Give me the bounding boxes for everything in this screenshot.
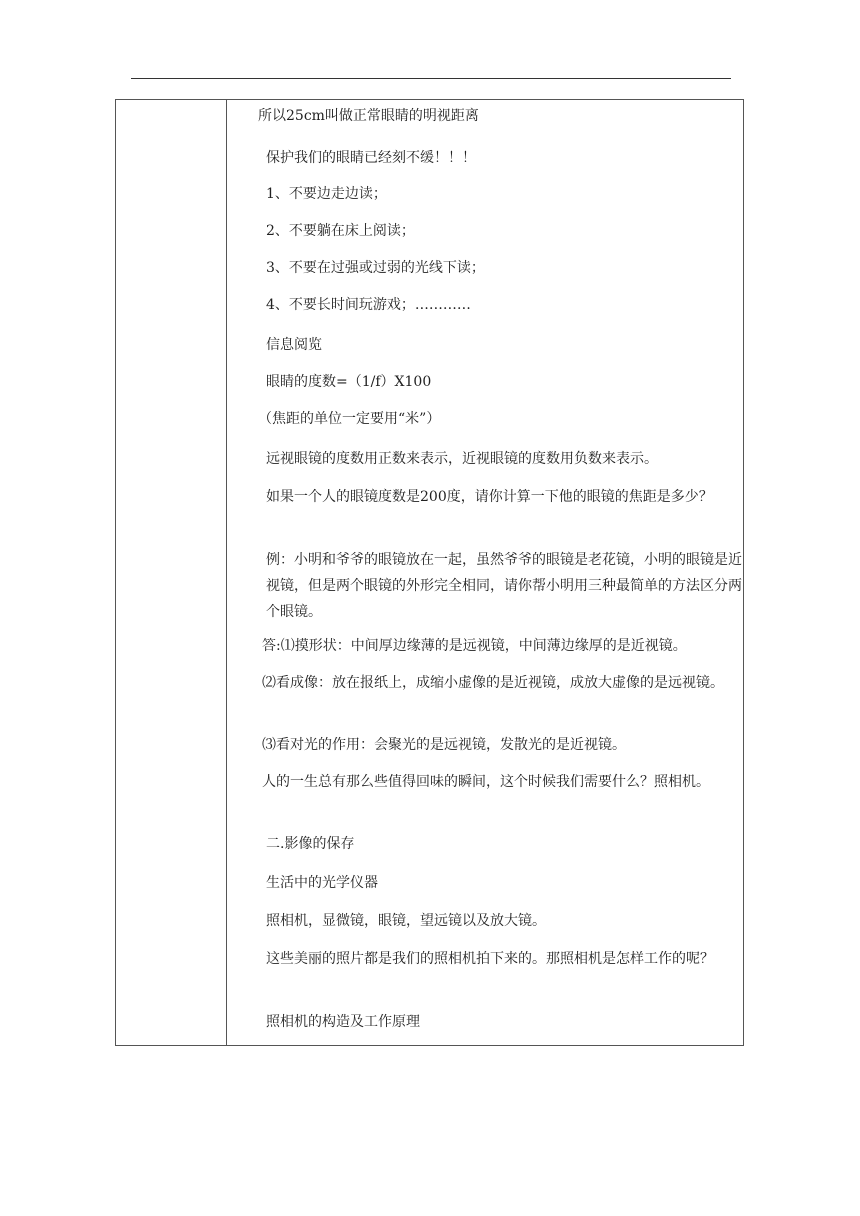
paragraph: 这些美丽的照片都是我们的照相机拍下来的。那照相机是怎样工作的呢？ xyxy=(266,951,714,967)
paragraph: 例：小明和爷爷的眼镜放在一起，虽然爷爷的眼镜是老花镜，小明的眼镜是近视镜，但是两个眼镜的外形完全相同，请你帮小明用三种最简单的方法区分两个眼镜。 xyxy=(266,552,742,620)
paragraph: 如果一个人的眼镜度数是200度，请你计算一下他的眼镜的焦距是多少？ xyxy=(266,489,713,505)
paragraph: 人的一生总有那么些值得回味的瞬间，这个时候我们需要什么？照相机。 xyxy=(262,774,710,790)
paragraph: 所以25cm叫做正常眼睛的明视距离 xyxy=(258,108,479,124)
paragraph: 远视眼镜的度数用正数来表示，近视眼镜的度数用负数来表示。 xyxy=(266,451,658,467)
left-column-cell xyxy=(116,100,227,1045)
paragraph: （焦距的单位一定要用“米”） xyxy=(258,411,441,427)
section-heading: 生活中的光学仪器 xyxy=(266,875,378,891)
paragraph: 答:⑴摸形状：中间厚边缘薄的是远视镜，中间薄边缘厚的是近视镜。 xyxy=(262,638,687,654)
section-heading: 信息阅览 xyxy=(266,337,322,353)
section-heading: 二.影像的保存 xyxy=(266,836,355,852)
paragraph: ⑵看成像：放在报纸上，成缩小虚像的是近视镜，成放大虚像的是远视镜。 xyxy=(262,675,724,691)
formula: 眼睛的度数=（1/f）X100 xyxy=(266,374,432,390)
list-item: 4、不要长时间玩游戏；………… xyxy=(266,297,471,313)
list-item: 2、不要躺在床上阅读； xyxy=(266,223,415,239)
header-rule xyxy=(131,78,731,79)
paragraph: ⑶看对光的作用：会聚光的是远视镜，发散光的是近视镜。 xyxy=(262,737,626,753)
section-heading: 照相机的构造及工作原理 xyxy=(266,1014,420,1030)
list-item: 1、不要边走边读； xyxy=(266,186,387,202)
paragraph: 保护我们的眼睛已经刻不缓！！！ xyxy=(266,150,476,166)
list-item: 3、不要在过强或过弱的光线下读； xyxy=(266,260,485,276)
paragraph: 照相机，显微镜，眼镜，望远镜以及放大镜。 xyxy=(266,913,546,929)
